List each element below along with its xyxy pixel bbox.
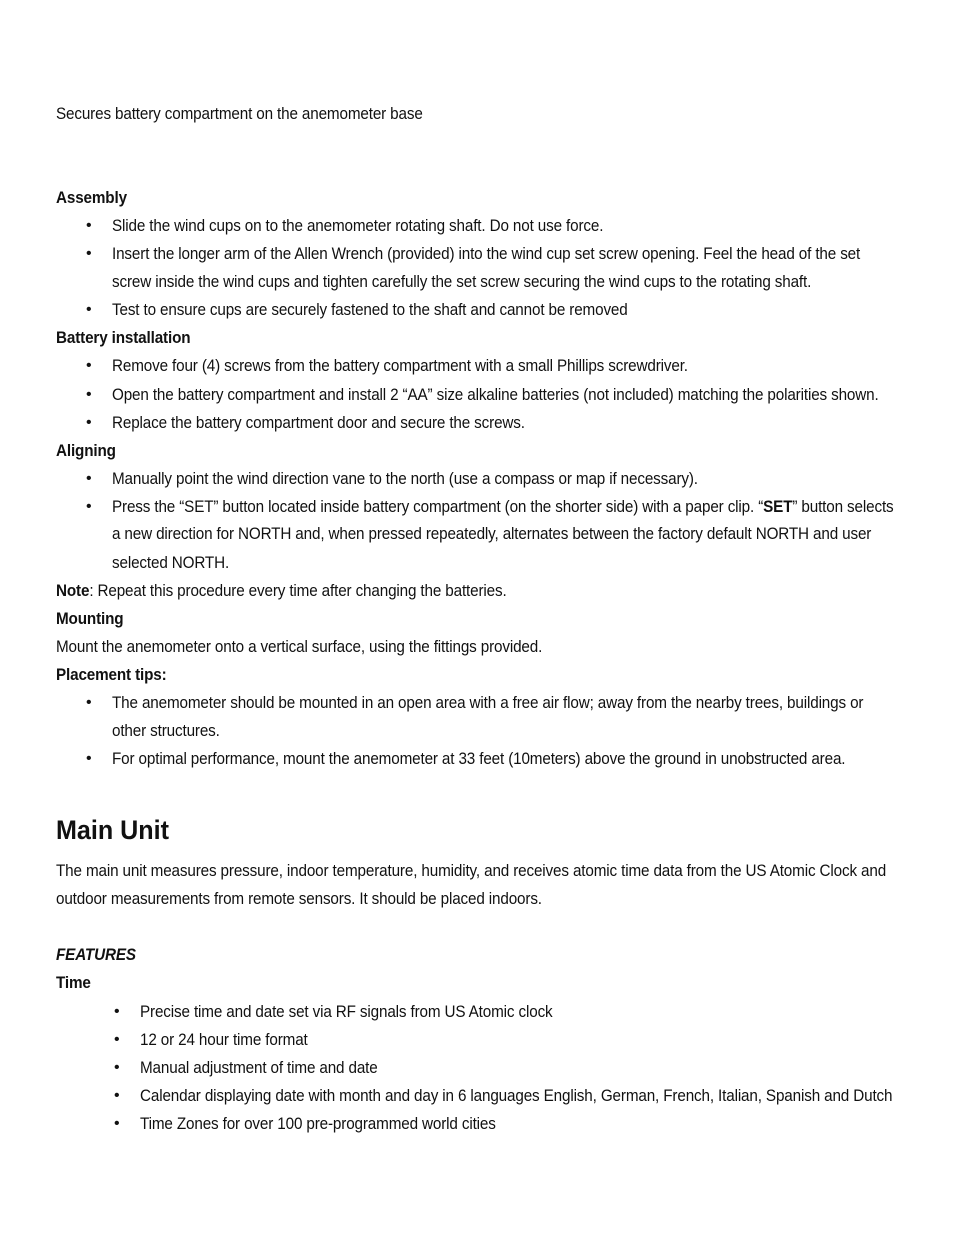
bullet-icon: • [114, 1115, 120, 1132]
note-text: : Repeat this procedure every time after changing the batteries. [89, 582, 507, 600]
mounting-text: Mount the anemometer onto a vertical surface, using the fittings provided. [56, 638, 543, 656]
placement-heading: Placement tips: [56, 666, 167, 684]
note-label: Note [56, 582, 90, 600]
placement-item-2: For optimal performance, mount the anemometer at 33 feet (10meters) above the ground in unobstructed area. [112, 750, 846, 768]
bullet-icon: • [86, 750, 92, 767]
placement-item-1-line-2: other structures. [112, 722, 220, 740]
aligning-item-2-line-2: a new direction for NORTH and, when pressed repeatedly, alternates between the factory default NORTH and user [112, 525, 872, 543]
assembly-item-1: Slide the wind cups on to the anemometer rotating shaft. Do not use force. [112, 217, 604, 235]
assembly-item-2-line-2: screw inside the wind cups and tighten carefully the set screw securing the wind cups to the rotating shaft. [112, 273, 812, 291]
aligning-item-1: Manually point the wind direction vane to the north (use a compass or map if necessary). [112, 470, 698, 488]
bullet-icon: • [86, 357, 92, 374]
time-item-3: Manual adjustment of time and date [140, 1059, 378, 1077]
placement-item-1-line-1: The anemometer should be mounted in an open area with a free air flow; away from the nearby trees, buildings or [112, 694, 864, 712]
assembly-item-2-line-1: Insert the longer arm of the Allen Wrench (provided) into the wind cup set screw opening. Feel the head of the set [112, 245, 861, 263]
time-item-1: Precise time and date set via RF signals from US Atomic clock [140, 1003, 553, 1021]
time-item-2: 12 or 24 hour time format [140, 1031, 308, 1049]
bullet-icon: • [114, 1059, 120, 1076]
time-item-4: Calendar displaying date with month and day in 6 languages English, German, French, Italian, Spanish and Dutch [140, 1087, 893, 1105]
main-unit-title: Main Unit [56, 815, 169, 845]
aligning-item-2-line-1 [112, 497, 894, 517]
main-unit-para-line-1: The main unit measures pressure, indoor temperature, humidity, and receives atomic time data from the US Atomic Clock and [56, 862, 887, 880]
intro-text: Secures battery compartment on the anemometer base [56, 105, 423, 123]
time-item-5: Time Zones for over 100 pre-programmed world cities [140, 1115, 496, 1133]
bullet-icon: • [114, 1003, 120, 1020]
bullet-icon: • [114, 1031, 120, 1048]
assembly-item-3: Test to ensure cups are securely fastened to the shaft and cannot be removed [112, 301, 628, 319]
features-heading: FEATURES [56, 946, 136, 964]
mounting-heading: Mounting [56, 610, 124, 628]
bullet-icon: • [86, 694, 92, 711]
time-heading: Time [56, 974, 91, 992]
aligning-item-2-text-c: ” button selects [792, 498, 894, 516]
battery-item-3: Replace the battery compartment door and secure the screws. [112, 414, 525, 432]
set-button-label: SET [763, 498, 793, 516]
aligning-heading: Aligning [56, 442, 116, 460]
note-line [56, 581, 507, 601]
aligning-item-2-line-3: selected NORTH. [112, 554, 230, 572]
bullet-icon: • [86, 386, 92, 403]
bullet-icon: • [114, 1087, 120, 1104]
bullet-icon: • [86, 498, 92, 515]
aligning-item-2-text-a: Press the “SET” button located inside battery compartment (on the shorter side) with a paper clip. “ [112, 498, 764, 516]
assembly-heading: Assembly [56, 189, 127, 207]
bullet-icon: • [86, 245, 92, 262]
bullet-icon: • [86, 301, 92, 318]
battery-item-1: Remove four (4) screws from the battery compartment with a small Phillips screwdriver. [112, 357, 688, 375]
bullet-icon: • [86, 470, 92, 487]
battery-heading: Battery installation [56, 329, 191, 347]
main-unit-para-line-2: outdoor measurements from remote sensors. It should be placed indoors. [56, 890, 542, 908]
bullet-icon: • [86, 414, 92, 431]
battery-item-2: Open the battery compartment and install 2 “AA” size alkaline batteries (not included) matching the polarities shown. [112, 386, 879, 404]
bullet-icon: • [86, 217, 92, 234]
